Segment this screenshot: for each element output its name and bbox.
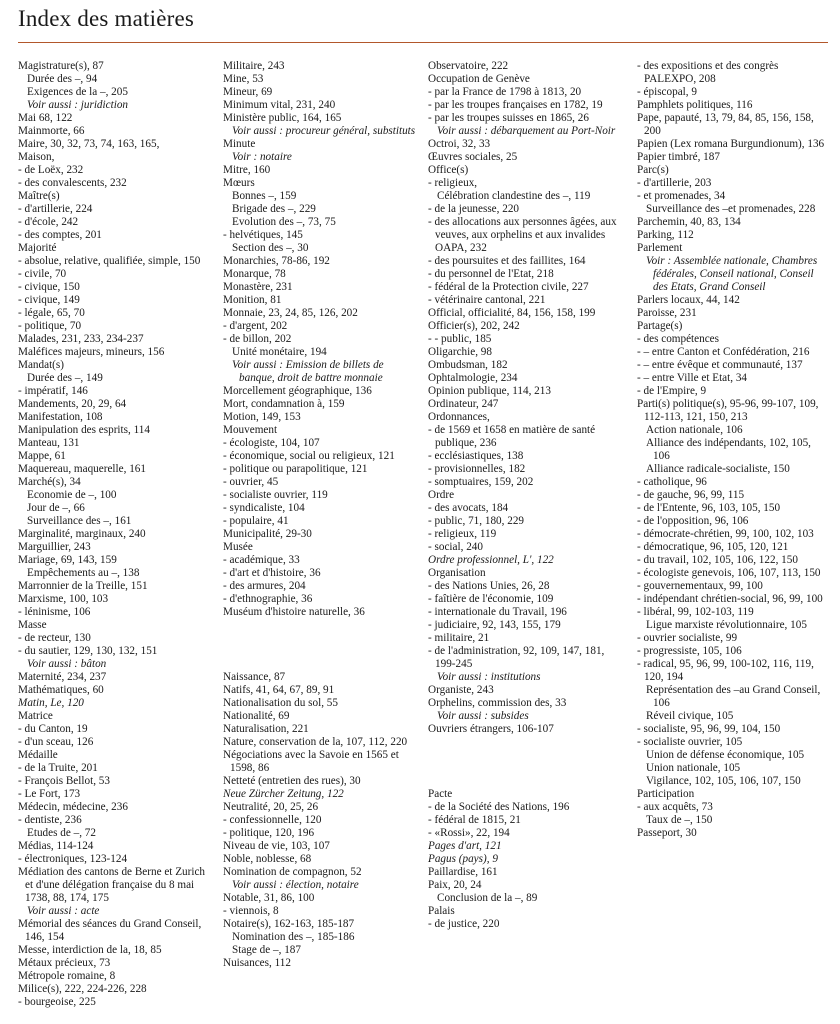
index-entry: Voir aussi : institutions [437,671,541,683]
index-entry: - et promenades, 34 [637,190,726,202]
index-entry: Natifs, 41, 64, 67, 89, 91 [223,684,335,696]
index-entry: Mathématiques, 60 [18,684,104,696]
index-entry: Marxisme, 100, 103 [18,593,109,605]
index-entry: Mœurs [223,177,255,189]
index-column-2 [223,60,418,970]
index-entry: - François Bellot, 53 [18,775,110,787]
index-entry: - démocrate-chrétien, 99, 100, 102, 103 [637,528,814,540]
index-entry: Voir : notaire [232,151,292,163]
index-entry: Organiste, 243 [428,684,494,696]
index-entry: Minute [223,138,256,150]
index-entry: Pamphlets politiques, 116 [637,99,753,111]
index-entry: - d'art et d'histoire, 36 [223,567,321,579]
index-entry: - religieux, 119 [428,528,497,540]
index-entry: Papier timbré, 187 [637,151,720,163]
index-entry: Marginalité, marginaux, 240 [18,528,146,540]
index-entry: Pacte [428,788,453,800]
index-entry: - civique, 149 [18,294,80,306]
index-entry: - académique, 33 [223,554,300,566]
index-entry: Noble, noblesse, 68 [223,853,312,865]
index-entry: Palais [428,905,455,917]
index-entry: Mitre, 160 [223,164,271,176]
index-entry: - internationale du Travail, 196 [428,606,567,618]
index-entry: - de billon, 202 [223,333,292,345]
column-gap [428,749,623,762]
index-entry: Métaux précieux, 73 [18,957,111,969]
index-entry: - gouvernementaux, 99, 100 [637,580,763,592]
index-entry: Taux de –, 150 [646,814,713,826]
index-entry: Monarchies, 78-86, 192 [223,255,330,267]
index-entry: - des armures, 204 [223,580,306,592]
index-entry: Papien (Lex romana Burgundionum), 136 [637,138,825,150]
index-entry: Paroisse, 231 [637,307,697,319]
index-entry: Mort, condamnation à, 159 [223,398,345,410]
index-entry: Mariage, 69, 143, 159 [18,554,117,566]
index-entry: - démocratique, 96, 105, 120, 121 [637,541,789,553]
index-entry: - fédéral de la Protection civile, 227 [428,281,589,293]
index-entry: - économique, social ou religieux, 121 [223,450,395,462]
index-entry: Orphelins, commission des, 33 [428,697,567,709]
index-entry: Naissance, 87 [223,671,286,683]
index-entry: Unité monétaire, 194 [232,346,327,358]
index-entry: - socialiste, 95, 96, 99, 104, 150 [637,723,781,735]
index-entry: - par la France de 1798 à 1813, 20 [428,86,582,98]
index-entry: Durée des –, 149 [27,372,103,384]
index-entry: Maire, 30, 32, 73, 74, 163, 165, [18,138,160,150]
index-entry: - somptuaires, 159, 202 [428,476,534,488]
index-entry: - ouvrier socialiste, 99 [637,632,738,644]
index-entry: - d'artillerie, 203 [637,177,712,189]
index-entry: Musée [223,541,253,553]
index-entry: - d'argent, 202 [223,320,288,332]
index-entry: Voir aussi : procureur général, substituts [232,125,416,137]
index-entry: - d'ethnographie, 36 [223,593,313,605]
index-entry: Minimum vital, 231, 240 [223,99,336,111]
index-entry: Officier(s), 202, 242 [428,320,520,332]
index-entry: Notaire(s), 162-163, 185-187 [223,918,355,930]
index-entry: - de recteur, 130 [18,632,91,644]
index-entry: Mineur, 69 [223,86,273,98]
index-entry: Nationalité, 69 [223,710,290,722]
index-entry: Voir aussi : Emission de billets de banque, droit de battre monnaie [232,359,384,384]
index-entry: - public, 71, 180, 229 [428,515,525,527]
index-entry: Economie de –, 100 [27,489,117,501]
index-entry: Conclusion de la –, 89 [437,892,538,904]
index-entry: - d'école, 242 [18,216,79,228]
index-entry: Observatoire, 222 [428,60,509,72]
index-entry: Paillardise, 161 [428,866,498,878]
index-entry: - aux acquêts, 73 [637,801,713,813]
index-entry: Maître(s) [18,190,60,202]
index-entry: Négociations avec la Savoie en 1565 et 1598, 86 [223,749,399,774]
index-entry: Médiation des cantons de Berne et Zurich et d'une délégation française du 8 mai 1738, 88, 174, 175 [18,866,206,904]
index-entry: - du personnel de l'Etat, 218 [428,268,554,280]
index-entry: Militaire, 243 [223,60,285,72]
index-entry: Marché(s), 34 [18,476,81,488]
index-entry: Municipalité, 29-30 [223,528,312,540]
index-entry: - de l'administration, 92, 109, 147, 181, 199-245 [428,645,605,670]
index-entry: Monnaie, 23, 24, 85, 126, 202 [223,307,358,319]
column-gap [428,762,623,775]
index-entry: Médecin, médecine, 236 [18,801,128,813]
index-entry: Pape, papauté, 13, 79, 84, 85, 156, 158, 200 [637,112,814,137]
index-entry: Majorité [18,242,57,254]
index-entry: Maléfices majeurs, mineurs, 156 [18,346,165,358]
index-entry: Alliance radicale-socialiste, 150 [646,463,790,475]
index-entry: - religieux, [428,177,478,189]
index-entry: Netteté (entretien des rues), 30 [223,775,361,787]
index-entry: Neutralité, 20, 25, 26 [223,801,319,813]
index-entry: - libéral, 99, 102-103, 119 [637,606,754,618]
index-entry: Marguillier, 243 [18,541,91,553]
index-entry: - social, 240 [428,541,483,553]
index-entry: Parc(s) [637,164,669,176]
index-entry: - des convalescents, 232 [18,177,127,189]
index-entry: - de gauche, 96, 99, 115 [637,489,745,501]
index-entry: Neue Zürcher Zeitung, 122 [223,788,344,800]
index-entry: Action nationale, 106 [646,424,743,436]
index-entry: Voir aussi : débarquement au Port-Noir [437,125,616,137]
index-entry: Mainmorte, 66 [18,125,85,137]
index-entry: Magistrature(s), 87 [18,60,104,72]
index-entry: Manifestation, 108 [18,411,103,423]
index-entry: - «Rossi», 22, 194 [428,827,510,839]
index-entry: - de justice, 220 [428,918,500,930]
index-entry: - politique, 70 [18,320,82,332]
index-entry: - de la Société des Nations, 196 [428,801,570,813]
index-entry: Surveillance des –, 161 [27,515,132,527]
index-entry: - faîtière de l'économie, 109 [428,593,554,605]
index-entry: Monition, 81 [223,294,282,306]
index-entry: Nuisances, 112 [223,957,291,969]
index-entry: Durée des –, 94 [27,73,98,85]
index-entry: - du sautier, 129, 130, 132, 151 [18,645,158,657]
index-entry: Parlement [637,242,683,254]
index-entry: Manipulation des esprits, 114 [18,424,150,436]
index-entry: Union de défense économique, 105 [646,749,805,761]
index-entry: Parlers locaux, 44, 142 [637,294,740,306]
index-entry: Maison, [18,151,55,163]
index-entry: - – entre Ville et Etat, 34 [637,372,748,384]
index-entry: Médias, 114-124 [18,840,94,852]
index-entry: Brigade des –, 229 [232,203,316,215]
index-entry: Marronnier de la Treille, 151 [18,580,148,592]
index-entry: - syndicaliste, 104 [223,502,305,514]
index-entry: Muséum d'histoire naturelle, 36 [223,606,365,618]
index-entry: Matrice [18,710,53,722]
index-entry: - civique, 150 [18,281,80,293]
index-entry: - progressiste, 105, 106 [637,645,742,657]
index-entry: Nature, conservation de la, 107, 112, 220 [223,736,408,748]
index-entry: Ombudsman, 182 [428,359,508,371]
index-entry: - - public, 185 [428,333,492,345]
index-entry: - des poursuites et des faillites, 164 [428,255,586,267]
index-entry: - helvétiques, 145 [223,229,303,241]
index-entry: Notable, 31, 86, 100 [223,892,315,904]
column-gap [223,645,418,658]
index-entry: Stage de –, 187 [232,944,301,956]
index-entry: Section des –, 30 [232,242,309,254]
index-entry: Pages d'art, 121 [428,840,502,852]
index-entry: Union nationale, 105 [646,762,741,774]
index-entry: Métropole romaine, 8 [18,970,116,982]
index-entry: - populaire, 41 [223,515,289,527]
index-entry: Manteau, 131 [18,437,80,449]
index-entry: Voir aussi : subsides [437,710,529,722]
index-entry: - socialiste ouvrier, 119 [223,489,328,501]
index-entry: Parking, 112 [637,229,694,241]
index-entry: Réveil civique, 105 [646,710,734,722]
index-entry: Alliance des indépendants, 102, 105, 106 [646,437,811,462]
index-entry: Mine, 53 [223,73,264,85]
index-entry: Jour de –, 66 [27,502,85,514]
index-entry: - politique ou parapolitique, 121 [223,463,368,475]
index-entry: Œuvres sociales, 25 [428,151,518,163]
index-entry: Ordonnances, [428,411,490,423]
index-entry: - radical, 95, 96, 99, 100-102, 116, 119, 120, 194 [637,658,814,683]
index-entry: Naturalisation, 221 [223,723,309,735]
index-entry: Parchemin, 40, 83, 134 [637,216,741,228]
index-entry: - léninisme, 106 [18,606,91,618]
index-entry: Oligarchie, 98 [428,346,492,358]
index-entry: - légale, 65, 70 [18,307,85,319]
index-entry: - fédéral de 1815, 21 [428,814,521,826]
column-gap [428,736,623,749]
index-entry: - du travail, 102, 105, 106, 122, 150 [637,554,798,566]
index-entry: - – entre évêque et communauté, 137 [637,359,803,371]
index-entry: Opinion publique, 114, 213 [428,385,551,397]
index-entry: Voir aussi : élection, notaire [232,879,359,891]
index-entry: Office(s) [428,164,469,176]
index-entry: Bonnes –, 159 [232,190,297,202]
index-entry: Occupation de Genève [428,73,530,85]
index-entry: Niveau de vie, 103, 107 [223,840,330,852]
index-entry: - par les troupes suisses en 1865, 26 [428,112,589,124]
index-entry: - électroniques, 123-124 [18,853,128,865]
index-entry: Voir aussi : acte [27,905,100,917]
index-entry: Surveillance des –et promenades, 228 [646,203,816,215]
index-entry: Nationalisation du sol, 55 [223,697,338,709]
index-entry: - par les troupes françaises en 1782, 19 [428,99,603,111]
index-entry: - politique, 120, 196 [223,827,315,839]
index-entry: Ouvriers étrangers, 106-107 [428,723,554,735]
index-entry: Mandements, 20, 29, 64 [18,398,127,410]
index-entry: Pagus (pays), 9 [428,853,498,865]
index-entry: - confessionnelle, 120 [223,814,322,826]
index-entry: Matin, Le, 120 [18,697,84,709]
index-entry: Parti(s) politique(s), 95-96, 99-107, 109, 112-113, 121, 150, 213 [637,398,819,423]
title-rule [18,42,828,43]
index-entry: - socialiste ouvrier, 105 [637,736,743,748]
index-entry: - écologiste, 104, 107 [223,437,320,449]
index-entry: - indépendant chrétien-social, 96, 99, 100 [637,593,823,605]
index-entry: - de la jeunesse, 220 [428,203,520,215]
column-gap [428,775,623,788]
index-entry: Mémorial des séances du Grand Conseil, 146, 154 [18,918,202,943]
index-entry: Empêchements au –, 138 [27,567,140,579]
index-entry: - de Loëx, 232 [18,164,84,176]
index-entry: Vigilance, 102, 105, 106, 107, 150 [646,775,801,787]
index-entry: Masse [18,619,47,631]
index-entry: Etudes de –, 72 [27,827,96,839]
index-entry: - des avocats, 184 [428,502,509,514]
index-entry: - – entre Canton et Confédération, 216 [637,346,810,358]
index-entry: - militaire, 21 [428,632,490,644]
index-entry: Monastère, 231 [223,281,293,293]
index-entry: Mandat(s) [18,359,64,371]
index-entry: Monarque, 78 [223,268,286,280]
index-entry: - dentiste, 236 [18,814,82,826]
index-entry: - de l'Entente, 96, 103, 105, 150 [637,502,781,514]
index-entry: - de l'opposition, 96, 106 [637,515,749,527]
index-entry: Maquereau, maquerelle, 161 [18,463,146,475]
index-entry: - absolue, relative, qualifiée, simple, 150 [18,255,201,267]
index-entry: Ordinateur, 247 [428,398,499,410]
index-entry: Morcellement géographique, 136 [223,385,372,397]
index-entry: - ouvrier, 45 [223,476,279,488]
index-entry: Official, officialité, 84, 156, 158, 199 [428,307,596,319]
index-entry: Ligue marxiste révolutionnaire, 105 [646,619,807,631]
index-entry: - du Canton, 19 [18,723,88,735]
index-entry: - des comptes, 201 [18,229,102,241]
index-entry: - des Nations Unies, 26, 28 [428,580,550,592]
index-entry: - provisionnelles, 182 [428,463,526,475]
index-entry: Médaille [18,749,58,761]
index-entry: - bourgeoise, 225 [18,996,96,1008]
index-entry: Mappe, 61 [18,450,66,462]
index-entry: - des compétences [637,333,720,345]
index-entry: Organisation [428,567,486,579]
index-entry: Exigences de la –, 205 [27,86,128,98]
index-entry: - de la Truite, 201 [18,762,98,774]
column-gap [223,632,418,645]
index-entry: - viennois, 8 [223,905,279,917]
index-entry: Mouvement [223,424,278,436]
index-entry: - d'un sceau, 126 [18,736,94,748]
index-entry: Voir : Assemblée nationale, Chambres fédérales, Conseil national, Conseil des Etats, Grand Conseil [646,255,818,293]
index-entry: - impératif, 146 [18,385,88,397]
index-entry: - judiciaire, 92, 143, 155, 179 [428,619,561,631]
index-entry: - Le Fort, 173 [18,788,81,800]
index-entry: Participation [637,788,695,800]
index-entry: Maternité, 234, 237 [18,671,107,683]
index-entry: - de 1569 et 1658 en matière de santé publique, 236 [428,424,596,449]
page-title: Index des matières [18,6,195,31]
index-entry: - civile, 70 [18,268,67,280]
index-entry: - ecclésiastiques, 138 [428,450,524,462]
index-entry: Voir aussi : juridiction [27,99,129,111]
index-entry: - des allocations aux personnes âgées, aux veuves, aux orphelins et aux invalides OAPA, 232 [428,216,617,254]
index-entry: - de l'Empire, 9 [637,385,707,397]
index-entry: Nomination de compagnon, 52 [223,866,362,878]
column-gap [223,658,418,671]
index-entry: Milice(s), 222, 224-226, 228 [18,983,147,995]
index-entry: Passeport, 30 [637,827,697,839]
column-gap [223,619,418,632]
index-entry: Ministère public, 164, 165 [223,112,342,124]
index-entry: Voir aussi : bâton [27,658,107,670]
index-entry: - vétérinaire cantonal, 221 [428,294,546,306]
index-entry: Ophtalmologie, 234 [428,372,518,384]
index-entry: Nomination des –, 185-186 [232,931,355,943]
index-entry: - catholique, 96 [637,476,707,488]
index-entry: - épiscopal, 9 [637,86,697,98]
index-entry: Partage(s) [637,320,683,332]
index-entry: - des expositions et des congrès PALEXPO, 208 [637,60,779,85]
index-entry: Ordre [428,489,455,501]
index-column-4 [637,60,830,840]
index-column-3 [428,60,623,931]
index-entry: Célébration clandestine des –, 119 [437,190,591,202]
index-entry: Représentation des –au Grand Conseil, 106 [646,684,821,709]
index-entry: Evolution des –, 73, 75 [232,216,336,228]
index-column-1 [18,60,210,1009]
index-entry: - d'artillerie, 224 [18,203,93,215]
index-entry: Malades, 231, 233, 234-237 [18,333,144,345]
index-entry: Motion, 149, 153 [223,411,301,423]
index-entry: Octroi, 32, 33 [428,138,491,150]
index-entry: Mai 68, 122 [18,112,73,124]
index-entry: Paix, 20, 24 [428,879,482,891]
index-entry: - écologiste genevois, 106, 107, 113, 150 [637,567,821,579]
index-entry: Messe, interdiction de la, 18, 85 [18,944,162,956]
index-entry: Ordre professionnel, L', 122 [428,554,554,566]
